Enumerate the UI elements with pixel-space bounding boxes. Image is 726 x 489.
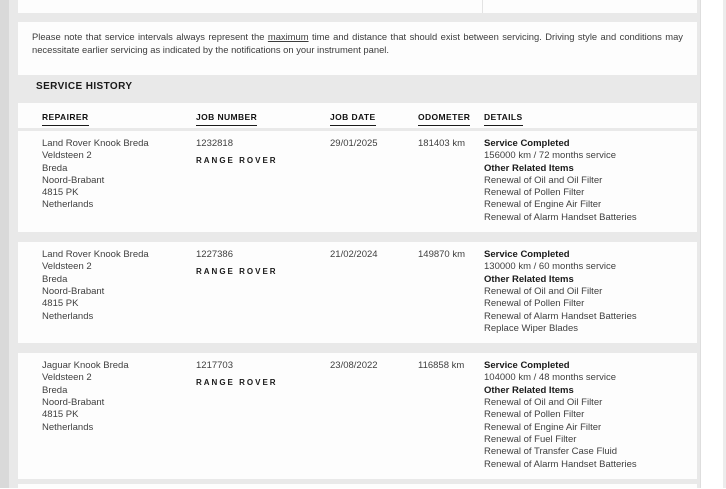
odometer: 149870 km	[418, 249, 466, 261]
detail-line: Renewal of Pollen Filter	[484, 409, 585, 421]
repairer-line: Breda	[42, 273, 68, 285]
repairer-line: Netherlands	[42, 421, 94, 433]
column-header-details: DETAILS	[484, 112, 523, 126]
repairer-cell	[42, 138, 196, 224]
job-number-cell	[196, 360, 330, 471]
detail-line: Renewal of Alarm Handset Batteries	[484, 211, 637, 223]
repairer-line: Noord-Brabant	[42, 397, 105, 409]
column-header-odometer: ODOMETER	[418, 112, 470, 126]
repairer-line: Land Rover Knook Breda	[42, 138, 149, 149]
detail-line: Service Completed	[484, 138, 570, 149]
job-date: 29/01/2025	[330, 138, 378, 149]
job-date: 21/02/2024	[330, 249, 378, 261]
column-divider	[482, 0, 483, 13]
detail-line: Replace Wiper Blades	[484, 322, 578, 334]
repairer-line: Netherlands	[42, 199, 94, 211]
range-rover-logo: RANGE ROVER	[196, 378, 278, 388]
detail-line: Service Completed	[484, 249, 570, 261]
detail-line: Renewal of Pollen Filter	[484, 298, 585, 310]
next-section-card-top	[18, 484, 697, 488]
job-number-cell	[196, 249, 330, 335]
section-title: SERVICE HISTORY	[36, 81, 133, 92]
detail-line: Renewal of Fuel Filter	[484, 433, 577, 445]
service-history-rows	[18, 131, 697, 489]
detail-line: Other Related Items	[484, 162, 574, 174]
repairer-line: Jaguar Knook Breda	[42, 360, 129, 372]
page-left-edge	[0, 0, 9, 488]
details-cell	[484, 138, 697, 224]
repairer-cell	[42, 360, 196, 471]
repairer-line: Noord-Brabant	[42, 174, 105, 186]
service-record-row	[18, 353, 697, 479]
repairer-line: Netherlands	[42, 310, 94, 322]
previous-section-card-bottom	[18, 0, 697, 13]
detail-line: Other Related Items	[484, 273, 574, 285]
job-date: 23/08/2022	[330, 360, 378, 372]
detail-line: Service Completed	[484, 360, 570, 372]
repairer-line: 4815 PK	[42, 298, 79, 310]
repairer-line: Breda	[42, 384, 68, 396]
repairer-line: Veldsteen 2	[42, 372, 92, 384]
job-number-cell	[196, 138, 330, 224]
repairer-line: Noord-Brabant	[42, 285, 105, 297]
details-cell	[484, 249, 697, 335]
repairer-line: Breda	[42, 162, 68, 174]
repairer-line: Veldsteen 2	[42, 150, 92, 162]
table-header-row	[18, 103, 697, 128]
repairer-line: Land Rover Knook Breda	[42, 249, 149, 261]
note-text-before: Please note that service intervals always represent the	[32, 31, 268, 42]
service-record-row	[18, 131, 697, 232]
detail-line: 156000 km / 72 months service	[484, 150, 617, 162]
column-header-job-number: JOB NUMBER	[196, 112, 257, 126]
detail-line: Renewal of Transfer Case Fluid	[484, 446, 618, 458]
column-header-repairer: REPAIRER	[42, 112, 89, 126]
content-area	[9, 0, 700, 488]
detail-line: Renewal of Alarm Handset Batteries	[484, 458, 637, 470]
detail-line: Renewal of Oil and Oil Filter	[484, 397, 603, 409]
odometer: 181403 km	[418, 138, 466, 149]
detail-line: Renewal of Pollen Filter	[484, 187, 585, 199]
detail-line: 104000 km / 48 months service	[484, 372, 617, 384]
odometer: 116858 km	[418, 360, 465, 372]
service-interval-note-card	[18, 22, 697, 75]
note-underlined-word: maximum	[267, 31, 309, 42]
column-header-job-date: JOB DATE	[330, 112, 376, 126]
job-number: 1217703	[196, 360, 233, 372]
detail-line: Other Related Items	[484, 384, 574, 396]
range-rover-logo: RANGE ROVER	[196, 156, 278, 166]
note-text	[32, 30, 683, 56]
detail-line: 130000 km / 60 months service	[484, 261, 617, 273]
details-cell	[484, 360, 697, 471]
service-record-row	[18, 242, 697, 343]
detail-line: Renewal of Alarm Handset Batteries	[484, 310, 637, 322]
job-number: 1227386	[196, 249, 233, 261]
detail-line: Renewal of Oil and Oil Filter	[484, 174, 603, 186]
repairer-line: 4815 PK	[42, 187, 79, 199]
detail-line: Renewal of Oil and Oil Filter	[484, 285, 603, 297]
note-text-after: time and distance that should exist between servicing. Driving style and conditions may necessitate earlier servicing as indicated by the notifications on your instrument panel.	[32, 31, 683, 55]
repairer-line: 4815 PK	[42, 409, 79, 421]
detail-line: Renewal of Engine Air Filter	[484, 421, 602, 433]
repairer-cell	[42, 249, 196, 335]
range-rover-logo: RANGE ROVER	[196, 267, 278, 277]
repairer-line: Veldsteen 2	[42, 261, 92, 273]
detail-line: Renewal of Engine Air Filter	[484, 199, 602, 211]
job-number: 1232818	[196, 138, 233, 149]
